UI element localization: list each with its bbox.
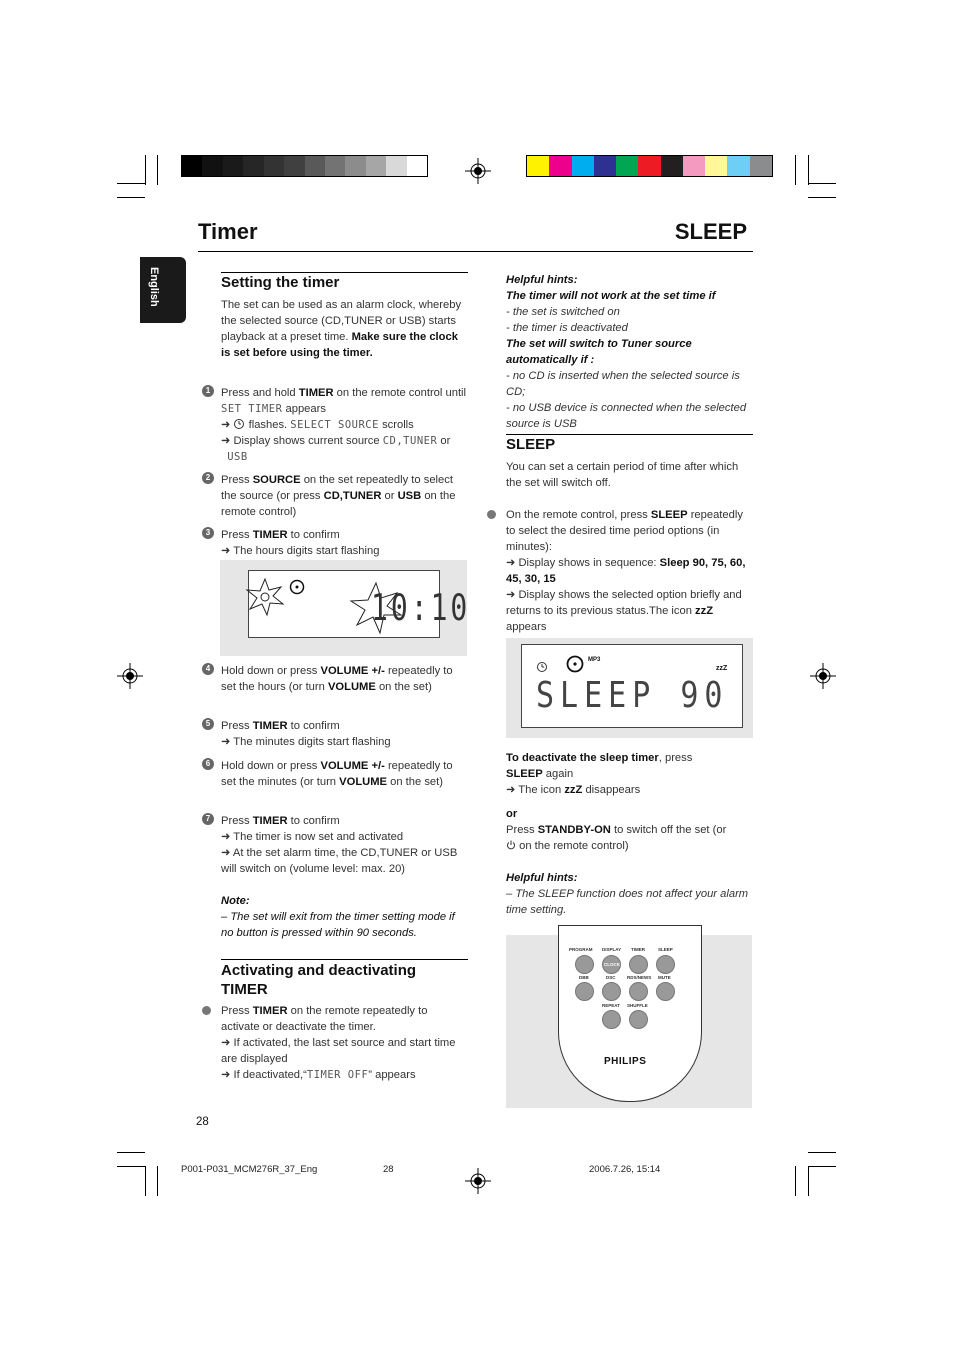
color-swatch [616, 156, 639, 176]
shuffle-button [629, 1010, 648, 1029]
step-number: 7 [202, 813, 214, 825]
step-3-text: Press TIMER to confirm ➜ The hours digits start flashing [221, 529, 380, 557]
color-swatch [345, 156, 366, 176]
remote-label: DBB [579, 975, 589, 980]
step-number: 4 [202, 663, 214, 675]
timer-button [629, 955, 648, 974]
registration-mark-icon [117, 663, 143, 689]
color-swatch [705, 156, 728, 176]
remote-control-illustration [506, 935, 752, 1108]
registration-mark-icon [465, 1168, 491, 1194]
color-swatch [727, 156, 750, 176]
sleep-button [656, 955, 675, 974]
timer-display-illustration [220, 560, 471, 656]
remote-label: DSC [606, 975, 616, 980]
color-swatch [572, 156, 595, 176]
deactivate-sleep-text: To deactivate the sleep timer, press SLEEP again ➜ The icon zzZ disappears [506, 752, 693, 796]
activating-text: Press TIMER on the remote repeatedly to activate or deactivate the timer. ➜ If activated, the last set source and start time are displayed ➜ If deactivated,“TIMER OFF” appears [221, 1005, 456, 1081]
color-swatch [305, 156, 326, 176]
registration-mark-icon [465, 158, 491, 184]
page-title-left: Timer [198, 219, 258, 244]
footer-date: 2006.7.26, 15:14 [589, 1164, 661, 1175]
color-swatch [750, 156, 773, 176]
timer-icon [233, 418, 245, 430]
alt-standby-text: or Press STANDBY-ON to switch off the set (or on the remote control) [506, 808, 727, 852]
remote-label: REPEAT [602, 1003, 620, 1008]
flash-timer-icon [245, 577, 285, 617]
dsc-button [602, 982, 621, 1001]
disc-icon [566, 655, 584, 673]
mp3-indicator: MP3 [588, 657, 601, 663]
remote-label: DISPLAY [602, 947, 622, 952]
step-number: 5 [202, 718, 214, 730]
color-swatch [325, 156, 346, 176]
color-calibration-bar [526, 155, 773, 177]
color-swatch [202, 156, 223, 176]
step-6-text: Hold down or press VOLUME +/- repeatedly to set the minutes (or turn VOLUME on the set) [221, 760, 453, 788]
sleep-zzz-icon: zzZ [564, 784, 583, 796]
timer-icon [536, 661, 548, 673]
step-7-text: Press TIMER to confirm ➜ The timer is now set and activated ➜ At the set alarm time, the CD,TUNER or USB will switch on (volume level: max. 20) [221, 815, 458, 875]
color-swatch [661, 156, 684, 176]
setting-timer-heading: Setting the timer [221, 274, 340, 291]
helpful-hints-timer: Helpful hints: The timer will not work at the set time if - the set is switched on - the timer is deactivated The set will switch to Tuner source automatically if : - no CD is inserted when the selected source is CD; - no USB device is connected when the selected source is USB [506, 274, 747, 430]
dbb-button [575, 982, 594, 1001]
bullet [202, 1006, 211, 1015]
mute-button [656, 982, 675, 1001]
language-tab-label: English [148, 267, 160, 307]
brand-logo: PHILIPS [604, 1056, 647, 1067]
remote-label: PROGRAM [569, 947, 593, 952]
sleep-heading: SLEEP [506, 436, 556, 453]
step-number: 3 [202, 527, 214, 539]
footer-file: P001-P031_MCM276R_37_Eng [181, 1164, 318, 1175]
sleep-zzz-icon: zzZ [716, 665, 728, 672]
grayscale-calibration-bar [181, 155, 428, 177]
color-swatch [182, 156, 203, 176]
language-tab [140, 257, 186, 323]
power-icon [506, 840, 516, 850]
color-swatch [284, 156, 305, 176]
remote-label: TIMER [631, 947, 645, 952]
color-swatch [638, 156, 661, 176]
color-swatch [683, 156, 706, 176]
step-1-text: Press and hold TIMER on the remote control until SET TIMER appears ➜ flashes. SELECT SOURCE scrolls ➜ Display shows current source CD,TUNER or USB [221, 387, 467, 463]
step-4-text: Hold down or press VOLUME +/- repeatedly to set the hours (or turn VOLUME on the set) [221, 665, 453, 693]
display-clock-button: CLOCK [602, 955, 621, 974]
sleep-zzz-icon: zzZ [695, 605, 714, 617]
remote-label: MUTE [658, 975, 671, 980]
registration-mark-icon [810, 663, 836, 689]
activating-heading: Activating and deactivating TIMER [221, 962, 417, 998]
color-swatch [243, 156, 264, 176]
note-block: Note: – The set will exit from the timer setting mode if no button is pressed within 90 seconds. [221, 895, 455, 939]
lcd-sleep-readout: SLEEP 90 [536, 674, 729, 717]
color-swatch [594, 156, 617, 176]
page-title-right: SLEEP [674, 219, 747, 244]
disc-icon [289, 579, 305, 595]
color-swatch [527, 156, 550, 176]
page-number: 28 [196, 1116, 209, 1128]
color-swatch [386, 156, 407, 176]
lcd-time-readout: 10:10 [371, 586, 471, 629]
program-button [575, 955, 594, 974]
step-number: 2 [202, 472, 214, 484]
step-2-text: Press SOURCE on the set repeatedly to select the source (or press CD,TUNER or USB on the remote control) [221, 474, 456, 518]
remote-label: SLEEP [658, 947, 673, 952]
color-swatch [549, 156, 572, 176]
color-swatch [366, 156, 387, 176]
helpful-hints-sleep: Helpful hints: – The SLEEP function does not affect your alarm time setting. [506, 872, 749, 916]
step-5-text: Press TIMER to confirm ➜ The minutes digits start flashing [221, 720, 391, 748]
sleep-steps: On the remote control, press SLEEP repeatedly to select the desired time period options (in minutes): ➜ Display shows in sequence: Sleep 90, 75, 60, 45, 30, 15 ➜ Display shows the selected option briefly and returns to its previous status.The icon zzZ appears [506, 509, 746, 633]
remote-label: RDS/NEWS [627, 975, 652, 980]
repeat-button [602, 1010, 621, 1029]
footer-page: 28 [383, 1164, 394, 1175]
step-number: 1 [202, 385, 214, 397]
color-swatch [264, 156, 285, 176]
sleep-display-illustration [506, 638, 753, 738]
color-swatch [223, 156, 244, 176]
sleep-intro: You can set a certain period of time after which the set will switch off. [506, 461, 739, 489]
bullet [487, 510, 496, 519]
color-swatch [407, 156, 428, 176]
rds-news-button [629, 982, 648, 1001]
remote-label: SHUFFLE [627, 1003, 648, 1008]
step-number: 6 [202, 758, 214, 770]
setting-intro: The set can be used as an alarm clock, whereby the selected source (CD,TUNER or USB) starts playback at a preset time. Make sure the clock is set before using the timer. [221, 299, 462, 359]
